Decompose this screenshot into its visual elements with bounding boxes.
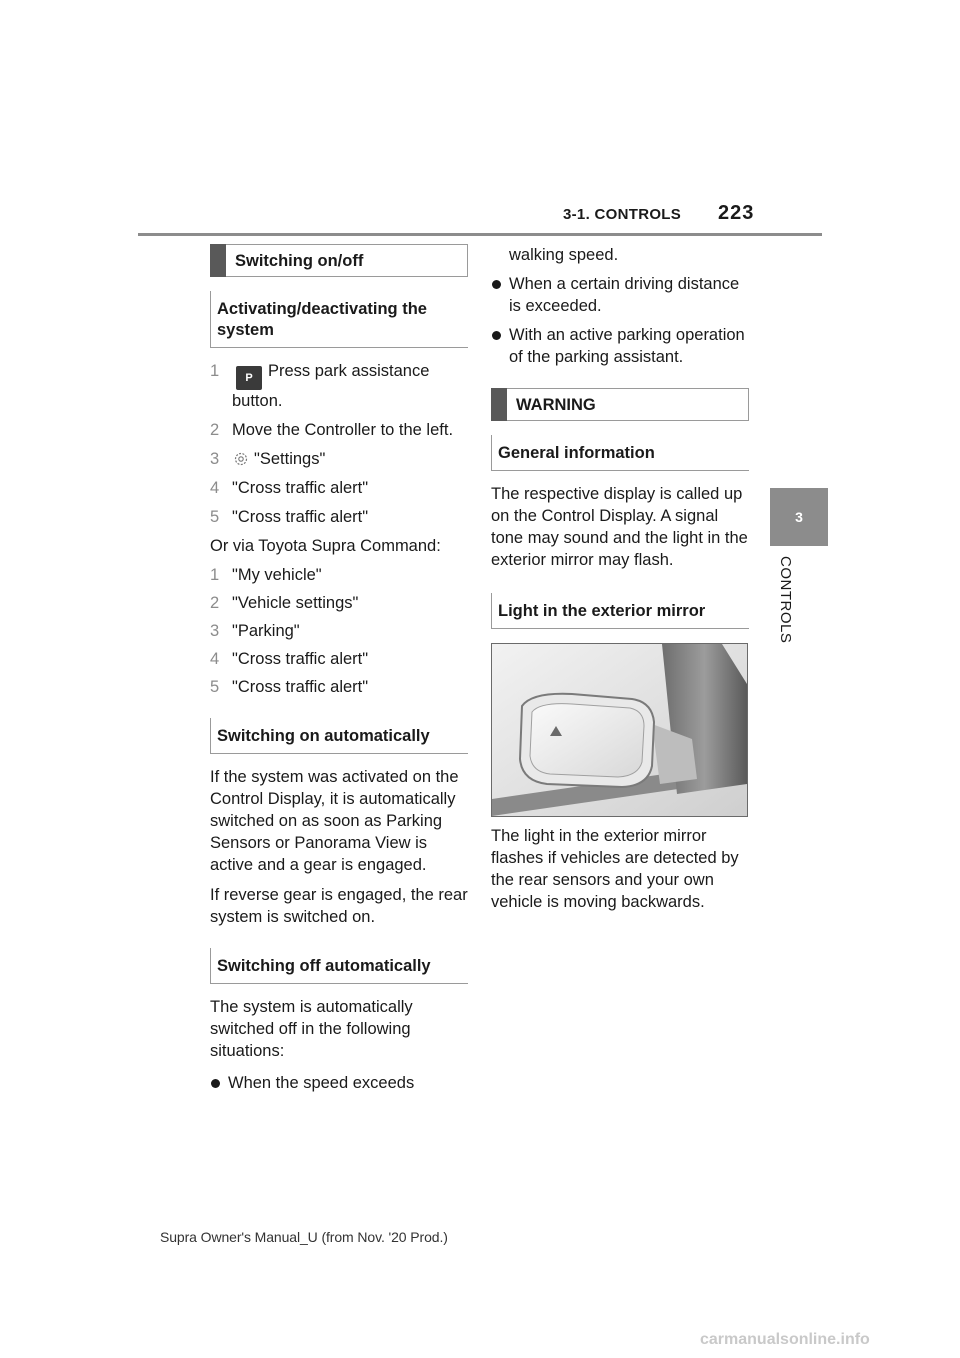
bullet-icon bbox=[492, 280, 501, 289]
warning-title: WARNING bbox=[516, 395, 596, 414]
page-number: 223 bbox=[718, 202, 755, 224]
section-header: 3-1. CONTROLS bbox=[563, 206, 682, 223]
paragraph: Or via Toyota Supra Command: bbox=[210, 537, 441, 555]
subhead-light-exterior-mirror: Light in the exterior mirror bbox=[491, 593, 749, 629]
watermark-text: carmanualsonline.info bbox=[700, 1331, 870, 1348]
step-item: 3 "Settings" bbox=[210, 450, 326, 468]
bullet-icon bbox=[492, 331, 501, 340]
paragraph: If reverse gear is engaged, the rear system is switched on. bbox=[210, 886, 468, 926]
command-steps-list bbox=[210, 564, 468, 698]
step-item: 1 P Press park assistance button. bbox=[210, 362, 430, 410]
bullet-item: When the speed exceeds bbox=[210, 1072, 468, 1094]
bullet-item: With an active parking operation of the parking assistant. bbox=[491, 324, 749, 368]
subhead-activating: Activating/deactivating the system bbox=[210, 291, 468, 348]
header-divider bbox=[138, 233, 822, 236]
section-title: Switching on/off bbox=[235, 251, 364, 270]
bullet-item: When a certain driving distance is exceeded. bbox=[491, 273, 749, 317]
exterior-mirror-illustration bbox=[492, 644, 747, 816]
bullet-icon bbox=[211, 1079, 220, 1088]
step-item: 5 "Cross traffic alert" bbox=[210, 678, 369, 696]
footer-text: Supra Owner's Manual_U (from Nov. '20 Prod.) bbox=[160, 1229, 448, 1245]
step-item: 2 "Vehicle settings" bbox=[210, 594, 359, 612]
left-column bbox=[210, 244, 468, 1094]
warning-box bbox=[491, 388, 749, 421]
settings-gear-icon bbox=[234, 452, 248, 466]
right-column bbox=[491, 244, 749, 913]
paragraph: The system is automatically switched off in the following situations: bbox=[210, 998, 413, 1060]
paragraph: If the system was activated on the Control Display, it is automatically switched on as soon as Parking Sensors or Panorama View is active and a gear is engaged. bbox=[210, 768, 459, 874]
step-item: 4 "Cross traffic alert" bbox=[210, 479, 369, 497]
step-item: 3 "Parking" bbox=[210, 622, 300, 640]
park-assist-button-icon: P bbox=[236, 366, 262, 390]
section-title-box bbox=[210, 244, 468, 277]
chapter-tab bbox=[770, 488, 828, 546]
steps-list bbox=[210, 360, 468, 528]
paragraph: The respective display is called up on the Control Display. A signal tone may sound and the light in the exterior mirror may flash. bbox=[491, 485, 748, 569]
step-item: 5 "Cross traffic alert" bbox=[210, 508, 369, 526]
paragraph: The light in the exterior mirror flashes if vehicles are detected by the rear sensors and your own vehicle is moving backwards. bbox=[491, 827, 739, 911]
step-item: 2 Move the Controller to the left. bbox=[210, 421, 454, 439]
subhead-general-information: General information bbox=[491, 435, 749, 471]
bullet-continuation: walking speed. bbox=[509, 246, 619, 264]
exterior-mirror-figure bbox=[491, 643, 748, 817]
subhead-on-automatically: Switching on automatically bbox=[210, 718, 468, 754]
chapter-side-label: CONTROLS bbox=[777, 556, 794, 644]
step-item: 4 "Cross traffic alert" bbox=[210, 650, 369, 668]
subhead-off-automatically: Switching off automatically bbox=[210, 948, 468, 984]
step-item: 1 "My vehicle" bbox=[210, 566, 322, 584]
chapter-tab-number: 3 bbox=[795, 509, 803, 525]
